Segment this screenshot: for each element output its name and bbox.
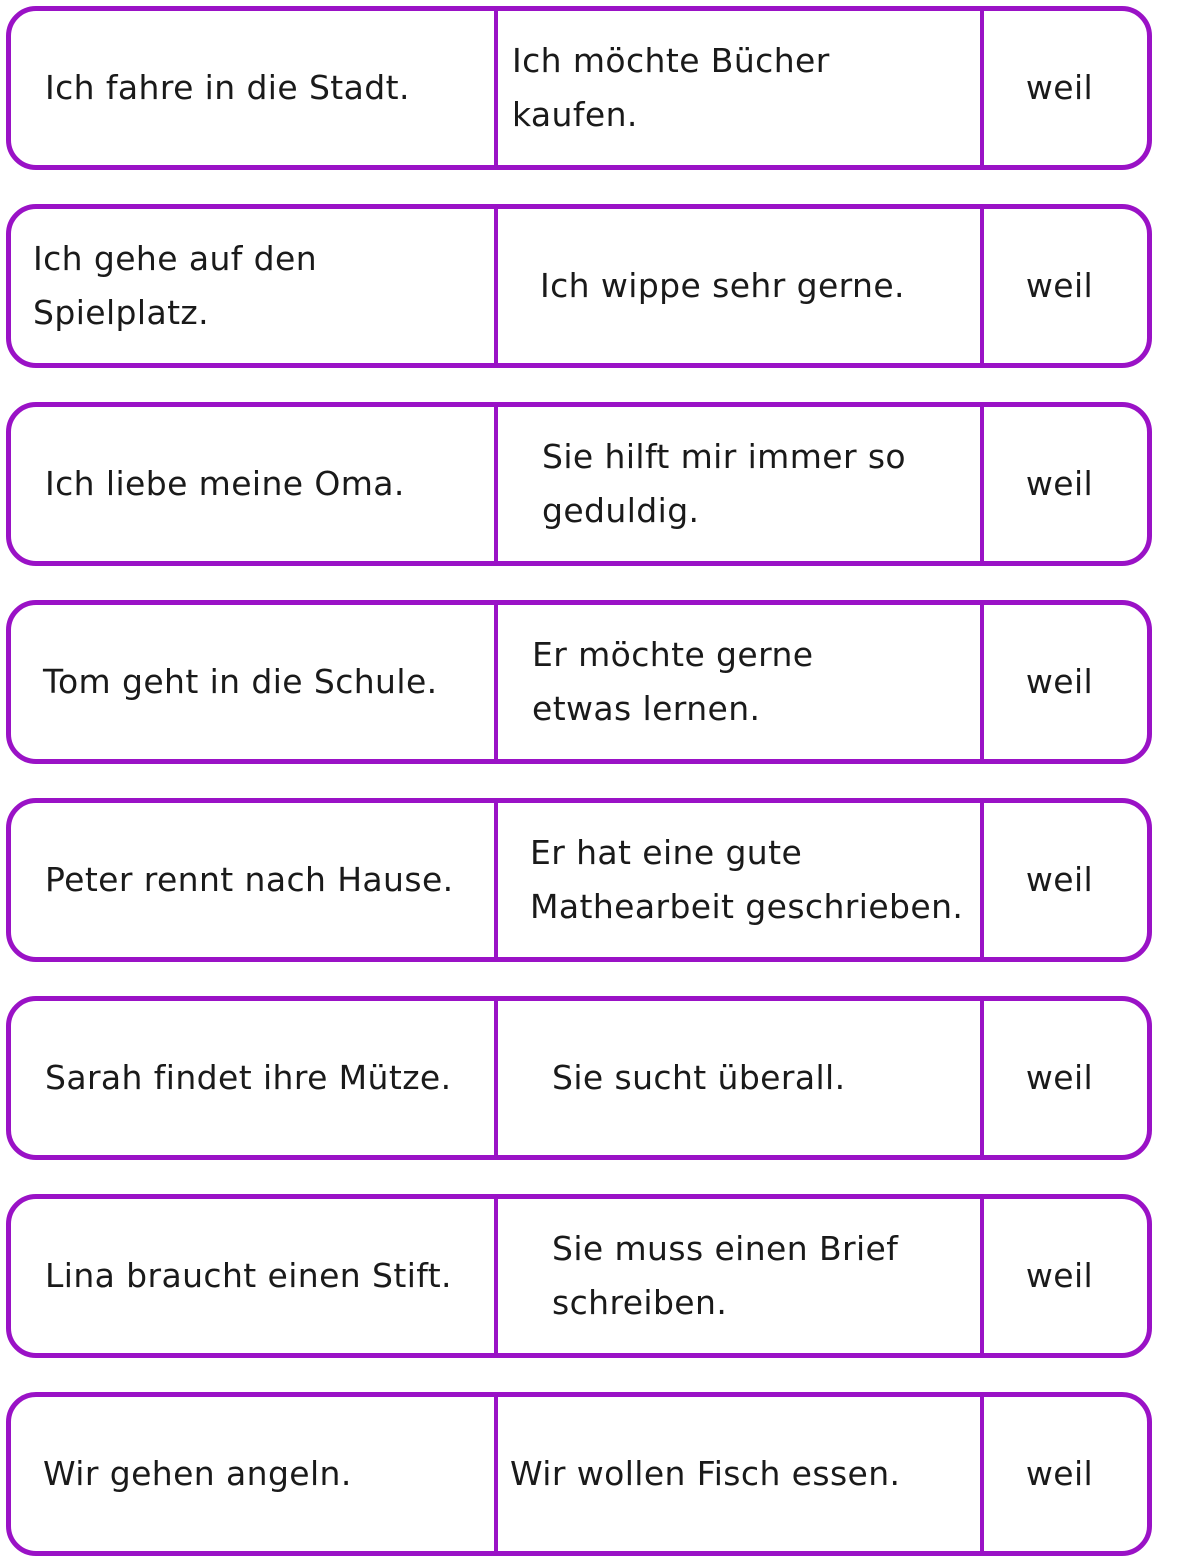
conjunction-text: weil xyxy=(1025,464,1094,503)
main-clause-text: Sarah findet ihre Mütze. xyxy=(45,1058,452,1097)
reason-clause-cell xyxy=(498,407,984,561)
conjunction-cell xyxy=(984,1199,1147,1353)
reason-clause-cell xyxy=(498,1397,984,1551)
main-clause-cell xyxy=(11,605,498,759)
conjunction-text: weil xyxy=(1025,860,1094,899)
conjunction-cell xyxy=(984,1397,1147,1551)
reason-clause-text: Ich wippe sehr gerne. xyxy=(540,266,905,305)
conjunction-text: weil xyxy=(1025,266,1094,305)
reason-clause-text: Sie hilft mir immer so geduldig. xyxy=(542,437,907,530)
reason-clause-cell xyxy=(498,209,984,363)
main-clause-text: Lina braucht einen Stift. xyxy=(45,1256,452,1295)
reason-clause-text: Er hat eine gute Mathearbeit geschrieben. xyxy=(530,833,964,926)
main-clause-text: Peter rennt nach Hause. xyxy=(45,860,454,899)
main-clause-text: Wir gehen angeln. xyxy=(43,1454,352,1493)
sentence-card-8[interactable] xyxy=(6,1392,1152,1556)
sentence-card-3[interactable] xyxy=(6,402,1152,566)
main-clause-text: Ich liebe meine Oma. xyxy=(45,464,405,503)
conjunction-text: weil xyxy=(1025,1058,1094,1097)
main-clause-text: Ich gehe auf den Spielplatz. xyxy=(33,239,318,332)
conjunction-cell xyxy=(984,803,1147,957)
reason-clause-text: Wir wollen Fisch essen. xyxy=(510,1454,901,1493)
sentence-card-1[interactable] xyxy=(6,6,1152,170)
conjunction-text: weil xyxy=(1025,662,1094,701)
reason-clause-text: Er möchte gerne etwas lernen. xyxy=(532,635,814,728)
main-clause-cell xyxy=(11,803,498,957)
conjunction-text: weil xyxy=(1025,1256,1094,1295)
conjunction-cell xyxy=(984,1001,1147,1155)
sentence-card-5[interactable] xyxy=(6,798,1152,962)
sentence-card-6[interactable] xyxy=(6,996,1152,1160)
reason-clause-text: Sie muss einen Brief schreiben. xyxy=(552,1229,899,1322)
conjunction-cell xyxy=(984,605,1147,759)
main-clause-text: Tom geht in die Schule. xyxy=(43,662,438,701)
conjunction-cell xyxy=(984,11,1147,165)
reason-clause-cell xyxy=(498,605,984,759)
reason-clause-text: Sie sucht überall. xyxy=(552,1058,846,1097)
reason-clause-text: Ich möchte Bücher kaufen. xyxy=(512,41,830,134)
main-clause-cell xyxy=(11,1199,498,1353)
main-clause-text: Ich fahre in die Stadt. xyxy=(45,68,410,107)
sentence-card-2[interactable] xyxy=(6,204,1152,368)
conjunction-cell xyxy=(984,407,1147,561)
main-clause-cell xyxy=(11,407,498,561)
sentence-card-list xyxy=(6,6,1152,1556)
reason-clause-cell xyxy=(498,1199,984,1353)
main-clause-cell xyxy=(11,209,498,363)
reason-clause-cell xyxy=(498,1001,984,1155)
conjunction-cell xyxy=(984,209,1147,363)
sentence-card-4[interactable] xyxy=(6,600,1152,764)
conjunction-text: weil xyxy=(1025,68,1094,107)
sentence-card-7[interactable] xyxy=(6,1194,1152,1358)
reason-clause-cell xyxy=(498,803,984,957)
reason-clause-cell xyxy=(498,11,984,165)
conjunction-text: weil xyxy=(1025,1454,1094,1493)
main-clause-cell xyxy=(11,11,498,165)
main-clause-cell xyxy=(11,1001,498,1155)
main-clause-cell xyxy=(11,1397,498,1551)
